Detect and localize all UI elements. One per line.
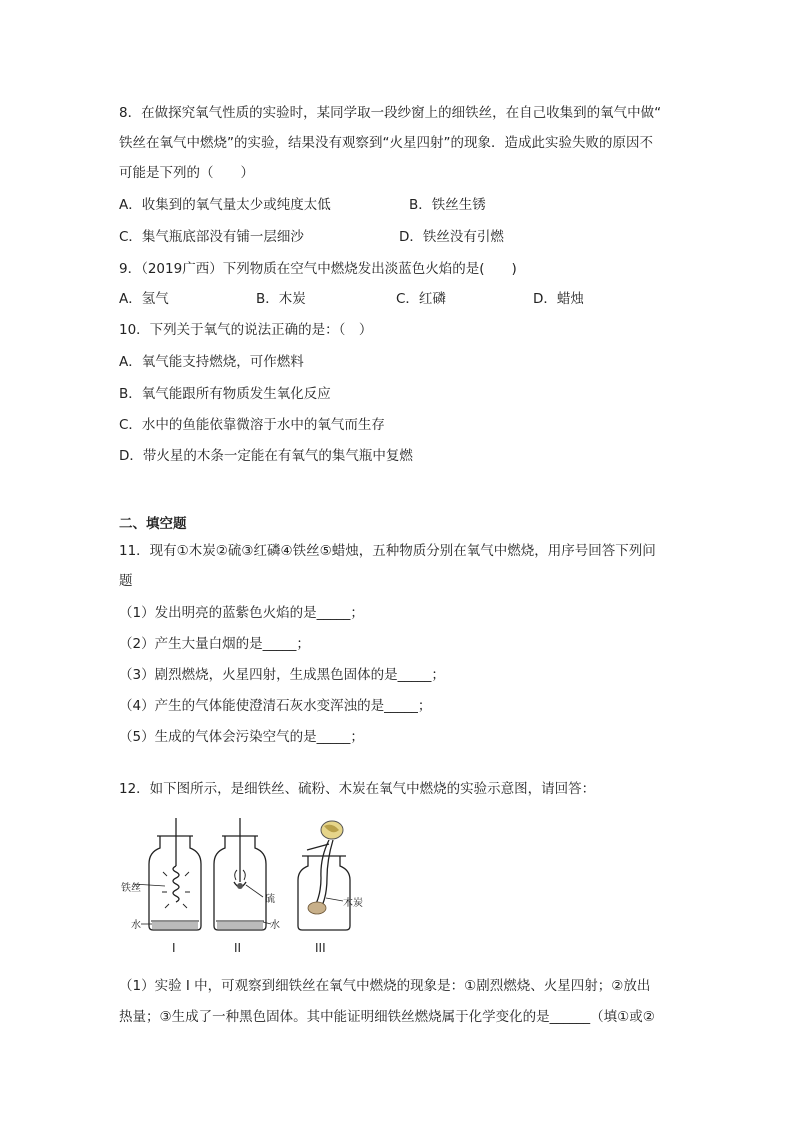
q8-option-b: B．铁丝生锈 [409, 197, 486, 213]
q11-sub-4: （4）产生的气体能使澄清石灰水变浑浊的是_____； [119, 698, 432, 714]
q11-sub-3: （3）剧烈燃烧，火星四射，生成黑色固体的是_____； [119, 667, 445, 683]
q9-stem: 9．（2019广西）下列物质在空气中燃烧发出淡蓝色火焰的是( ) [119, 261, 517, 277]
q11-stem-line1: 11．现有①木炭②硫③红磷④铁丝⑤蜡烛，五种物质分别在氧气中燃烧，用序号回答下列问 [119, 543, 656, 559]
q8-option-a: A．收集到的氧气量太少或纯度太低 [119, 197, 331, 213]
q9-option-b: B．木炭 [256, 291, 306, 307]
q8-option-c: C．集气瓶底部没有铺一层细沙 [119, 229, 304, 245]
section-title-fill-in: 二、填空题 [119, 516, 187, 532]
jar-1-water-texture [152, 922, 198, 929]
q8-stem-line2: 铁丝在氧气中燃烧”的实验，结果没有观察到“火星四射”的现象．造成此实验失败的原因不 [119, 135, 653, 151]
label-sulfur: 硫 [265, 894, 275, 905]
jar-2-sulfur [214, 818, 271, 930]
q10-option-a: A．氧气能支持燃烧，可作燃料 [119, 354, 304, 370]
roman-label-3: III [315, 941, 326, 955]
q9-option-d: D．蜡烛 [533, 291, 584, 307]
q8-stem-line3: 可能是下列的（ ） [119, 165, 254, 181]
label-iron-wire: 铁丝 [121, 883, 141, 894]
roman-label-2: II [234, 941, 242, 955]
jar-3-charcoal [298, 840, 350, 930]
q11-sub-2: （2）产生大量白烟的是_____； [119, 636, 310, 652]
label-charcoal: 木炭 [343, 898, 363, 909]
q12-sub1-line2: 热量；③生成了一种黑色固体。其中能证明细铁丝燃烧属于化学变化的是______（填①或② [119, 1009, 655, 1025]
q10-option-d: D．带火星的木条一定能在有氧气的集气瓶中复燃 [119, 448, 413, 464]
q12-stem: 12．如下图所示，是细铁丝、硫粉、木炭在氧气中燃烧的实验示意图，请回答： [119, 781, 596, 797]
jar-2-water-texture [217, 883, 263, 929]
q10-option-b: B．氧气能跟所有物质发生氧化反应 [119, 386, 331, 402]
experiment-figure [115, 818, 385, 960]
q9-option-c: C．红磷 [396, 291, 446, 307]
q11-stem-line2: 题 [119, 573, 133, 589]
q10-stem: 10．下列关于氧气的说法正确的是：（ ） [119, 322, 373, 338]
roman-label-1: I [172, 941, 176, 955]
q11-sub-1: （1）发出明亮的蓝紫色火焰的是_____； [119, 605, 364, 621]
q8-stem-line1: 8．在做探究氧气性质的实验时，某同学取一段纱窗上的细铁丝，在自己收集到的氧气中做“ [119, 105, 662, 121]
label-water-2: 水 [270, 920, 280, 931]
q12-sub1-line1: （1）实验 I 中，可观察到细铁丝在氧气中燃烧的现象是：①剧烈燃烧、火星四射；②放出 [119, 978, 651, 994]
q9-option-a: A．氢气 [119, 291, 169, 307]
label-water-1: 水 [131, 920, 141, 931]
jar-1-iron [133, 818, 201, 930]
q8-option-d: D．铁丝没有引燃 [399, 229, 504, 245]
q11-sub-5: （5）生成的气体会污染空气的是_____； [119, 729, 364, 745]
q10-option-c: C．水中的鱼能依靠微溶于水中的氧气而生存 [119, 417, 385, 433]
